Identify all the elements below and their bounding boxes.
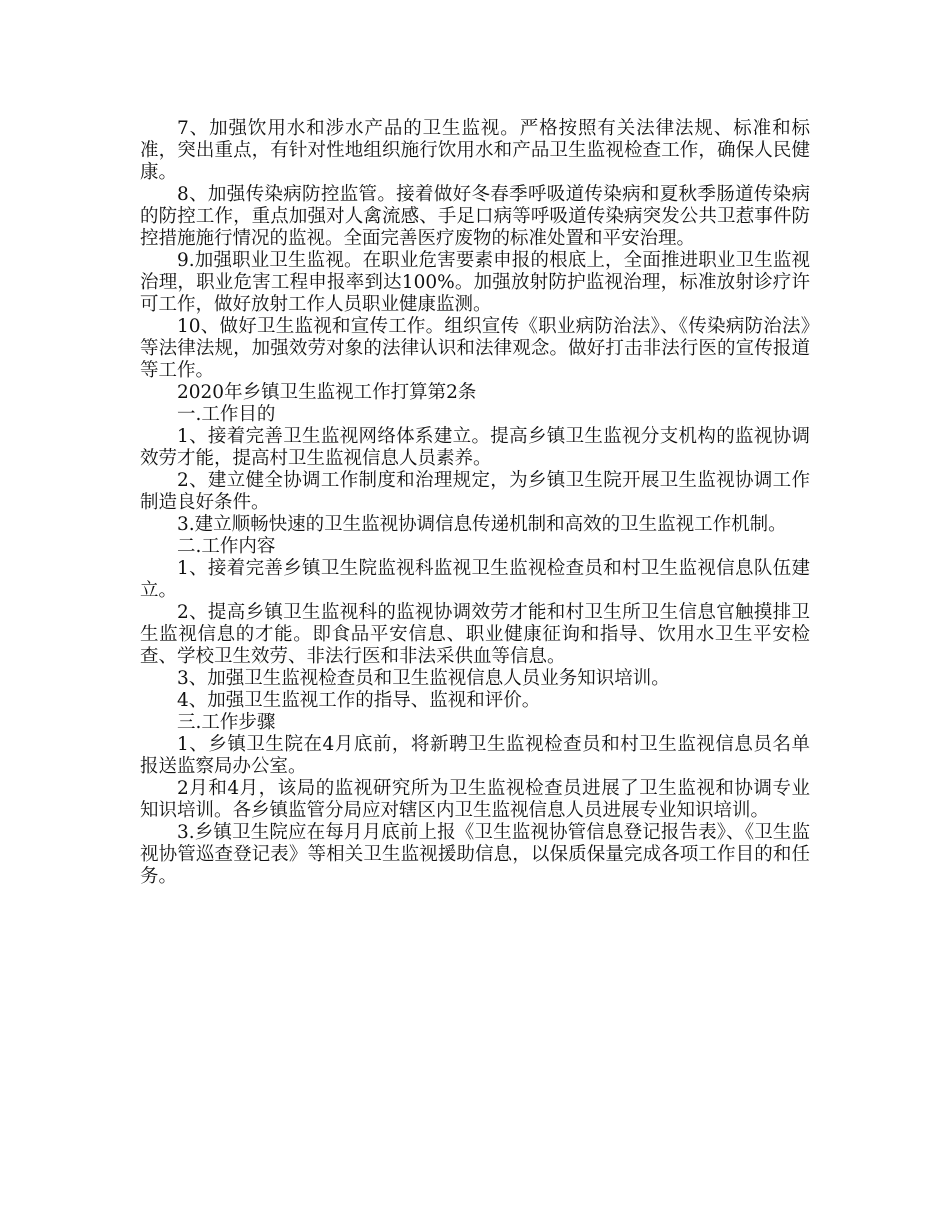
paragraph-item-9: 9.加强职业卫生监视。在职业危害要素申报的根底上，全面推进职业卫生监视治理，职业危害工程申报率到达100%。加强放射防护监视治理，标准放射诊疗许可工作，做好放射工作人员职业健康监测。 (140, 250, 810, 315)
heading-steps: 三.工作步骤 (177, 712, 276, 733)
content-item-3: 3、加强卫生监视检查员和卫生监视信息人员业务知识培训。 (177, 668, 670, 689)
content-item-2: 2、提高乡镇卫生监视科的监视协调效劳才能和村卫生所卫生信息官触摸排卫生监视信息的才能。即食品平安信息、职业健康征询和指导、饮用水卫生平安检查、学校卫生效劳、非法行医和非法采供血等信息。 (140, 602, 810, 667)
paragraph-item-10: 10、做好卫生监视和宣传工作。组织宣传《职业病防治法》、《传染病防治法》等法律法规，加强效劳对象的法律认识和法律观念。做好打击非法行医的宣传报道等工作。 (140, 316, 810, 381)
step-item-2: 2月和4月，该局的监视研究所为卫生监视检查员进展了卫生监视和协调专业知识培训。各乡镇监管分局应对辖区内卫生监视信息人员进展专业知识培训。 (140, 778, 810, 821)
content-item-1: 1、接着完善乡镇卫生院监视科监视卫生监视检查员和村卫生监视信息队伍建立。 (140, 558, 810, 601)
step-item-1: 1、乡镇卫生院在4月底前，将新聘卫生监视检查员和村卫生监视信息员名单报送监察局办公室。 (140, 734, 810, 777)
goal-item-2: 2、建立健全协调工作制度和治理规定，为乡镇卫生院开展卫生监视协调工作制造良好条件。 (140, 470, 810, 513)
step-item-3: 3.乡镇卫生院应在每月月底前上报《卫生监视协管信息登记报告表》、《卫生监视协管巡查登记表》等相关卫生监视援助信息，以保质保量完成各项工作目的和任务。 (140, 822, 810, 887)
goal-item-1: 1、接着完善卫生监视网络体系建立。提高乡镇卫生监视分支机构的监视协调效劳才能，提高村卫生监视信息人员素养。 (140, 426, 810, 469)
paragraph-item-8: 8、加强传染病防控监管。接着做好冬春季呼吸道传染病和夏秋季肠道传染病的防控工作，重点加强对人禽流感、手足口病等呼吸道传染病突发公共卫惹事件防控措施施行情况的监视。全面完善医疗废物的标准处置和平安治理。 (140, 184, 810, 249)
paragraph-item-7: 7、加强饮用水和涉水产品的卫生监视。严格按照有关法律法规、标准和标准，突出重点，有针对性地组织施行饮用水和产品卫生监视检查工作，确保人民健康。 (140, 118, 810, 183)
heading-content: 二.工作内容 (177, 536, 276, 557)
section-title: 2020年乡镇卫生监视工作打算第2条 (177, 382, 477, 403)
goal-item-3: 3.建立顺畅快速的卫生监视协调信息传递机制和高效的卫生监视工作机制。 (177, 514, 787, 535)
content-item-4: 4、加强卫生监视工作的指导、监视和评价。 (177, 690, 541, 711)
heading-goals: 一.工作目的 (177, 404, 276, 425)
document-body (140, 118, 810, 888)
